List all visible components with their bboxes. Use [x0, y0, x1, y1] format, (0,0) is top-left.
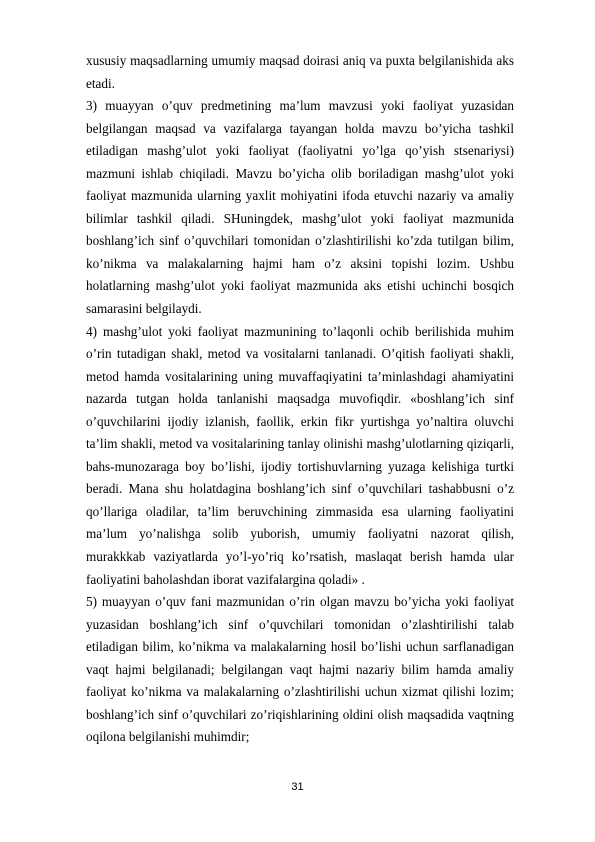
paragraph-continuation: xususiy maqsadlarning umumiy maqsad doirasi aniq va puxta belgilanishida aks etadi.	[86, 53, 514, 91]
paragraph-item-5: 5) muayyan o’quv fani mazmunidan o’rin olgan mavzu bo’yicha yoki faoliyat yuzasidan boshlang’ich sinf o’quvchilari tomonidan o’zlashtirilishi talab etiladigan bilim, ko’nikma va malakalarning hosil bo’lishi uchun sarflanadigan vaqt hajmi belgilanadi; belgilangan vaqt hajmi nazariy bilim hamda amaliy faoliyat ko’nikma va malakalarning o’zlashtirilishi uchun xizmat qilishi lozim; boshlang’ich sinf o’quvchilari zo’riqishlarining oldini olish maqsadida vaqtning oqilona belgilanishi muhimdir;	[86, 594, 514, 745]
paragraph-item-4: 4) mashg’ulot yoki faoliyat mazmunining to’laqonli ochib berilishida muhim o’rin tutadigan shakl, metod va vositalarni tanlanadi. O’qitish faoliyati shakli, metod hamda vositalarining uning muvaffaqiyatini ta’minlashdagi ahamiyatini nazarda tutgan holda tanlanishi maqsadga muvofiqdir. «boshlang’ich sinf o’quvchilarini ijodiy izlanish, faollik, erkin fikr yurtishga yo’naltira oluvchi ta’lim shakli, metod va vositalarining tanlay olinishi mashg’ulotlarning qiziqarli, bahs-munozaraga boy bo’lishi, ijodiy tortishuvlarning yuzaga kelishiga turtki beradi. Mana shu holatdagina boshlang’ich sinf o’quvchilari tashabbusni o’z qo’llariga oladilar, ta’lim beruvchining zimmasida esa ularning faoliyatini ma’lum yo’nalishga solib yuborish, umumiy faoliyatni nazorat qilish, murakkkab vaziyatlarda yo’l-yo’riq ko’rsatish, maslaqat berish hamda ular faoliyatini baholashdan iborat vazifalargina qoladi» .	[86, 323, 514, 587]
document-body	[86, 50, 514, 749]
paragraph-item-3: 3) muayyan o’quv predmetining ma’lum mavzusi yoki faoliyat yuzasidan belgilangan maqsad va vazifalarga tayangan holda mavzu bo’yicha tashkil etiladigan mashg’ulot yoki faoliyat (faoliyatni yo’lga qo’yish stsenariysi) mazmuni ishlab chiqiladi. Mavzu bo’yicha olib boriladigan mashg’ulot yoki faoliyat mazmunida ularning yaxlit mohiyatini ifoda etuvchi nazariy va amaliy bilimlar tashkil qiladi. SHuningdek, mashg’ulot yoki faoliyat mazmunida boshlang’ich sinf o’quvchilari tomonidan o’zlashtirilishi ko’zda tutilgan bilim, ko’nikma va malakalarning hajmi ham o’z aksini topishi lozim. Ushbu holatlarning mashg’ulot yoki faoliyat mazmunida aks etishi uchinchi bosqich samarasini belgilaydi.	[86, 98, 514, 317]
page-number: 31	[291, 781, 304, 793]
